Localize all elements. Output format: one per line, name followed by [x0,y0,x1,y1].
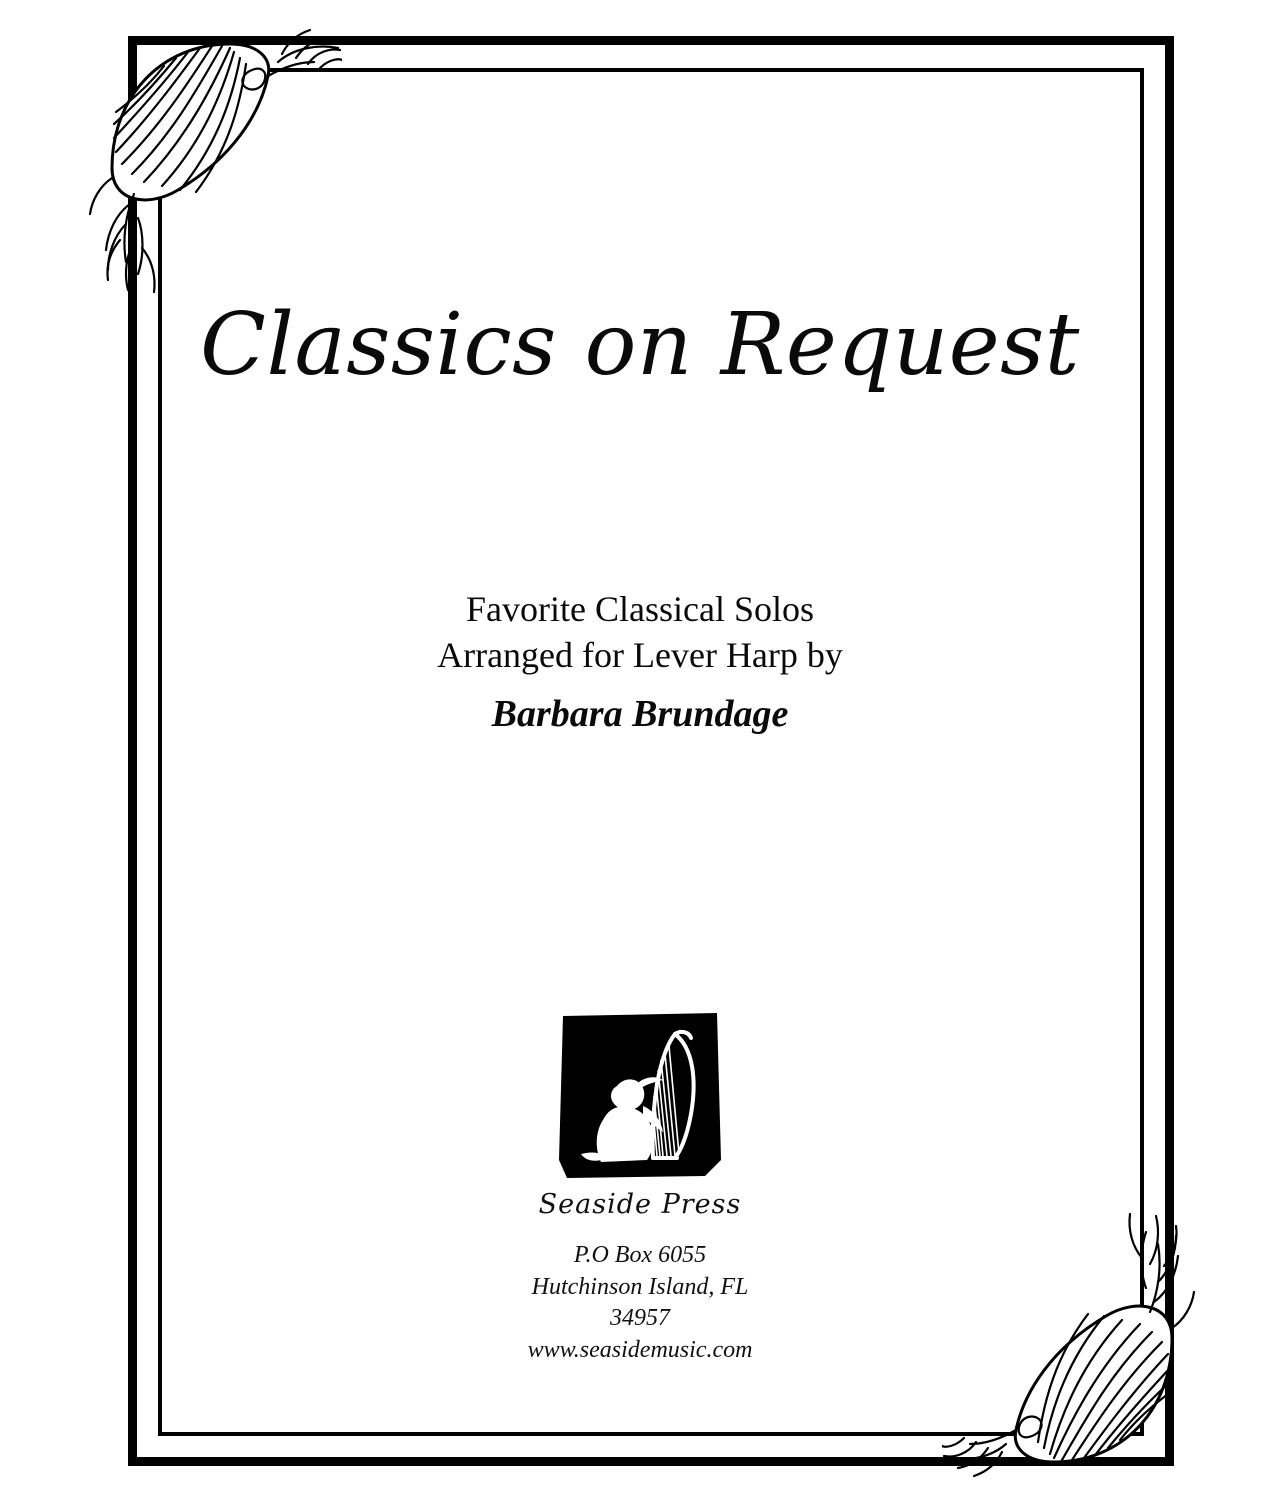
publisher-address-line-3: 34957 [610,1305,670,1332]
publisher-address-line-1: P.O Box 6055 [573,1242,707,1268]
publisher-address-line-2: Hutchinson Island, FL [531,1273,749,1300]
cover-subtitle [0,586,1280,678]
cover-subtitle-line-1: Favorite Classical Solos [466,589,814,629]
harp-player-logo-icon [555,1010,725,1182]
publisher-logo [0,1010,1280,1220]
publisher-name: Seaside Press [538,1189,742,1220]
page-title: Classics on Request [200,295,1080,395]
cover-subtitle-line-2: Arranged for Lever Harp by [437,635,843,676]
publisher-website: www.seasidemusic.com [527,1337,753,1364]
arranger-name: Barbara Brundage [491,693,789,735]
cover-border-inner [158,68,1144,1436]
publisher-imprint [0,1240,1280,1367]
